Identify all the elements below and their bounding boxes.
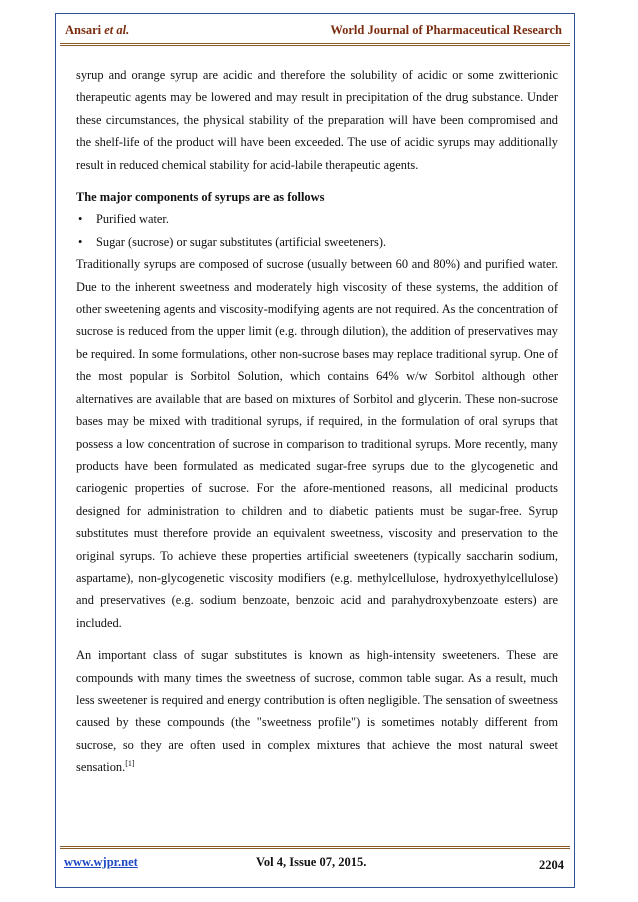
citation-ref: [1]	[125, 759, 135, 769]
page-header	[60, 18, 570, 46]
bullet-icon: •	[78, 212, 83, 227]
paragraph-acidic-syrups: syrup and orange syrup are acidic and therefore the solubility of acidic or some zwitterionic therapeutic agents may be lowered and may result in precipitation of the drug substance. Under these circumstances, the physical stability of the preparation will have been compromised and the shelf-life of the product will have been exceeded. The use of acidic syrups may additionally result in reduced chemical stability for acid-labile therapeutic agents.	[76, 68, 558, 172]
bullet-icon: •	[78, 234, 83, 249]
section-heading: The major components of syrups are as follows	[76, 190, 325, 205]
page-footer	[60, 846, 570, 880]
volume-issue: Vol 4, Issue 07, 2015.	[256, 855, 367, 869]
page-number: 2204	[539, 858, 564, 872]
article-body	[76, 64, 558, 779]
components-list	[76, 208, 558, 253]
list-item-text: Sugar (sucrose) or sugar substitutes (artificial sweeteners).	[96, 234, 387, 249]
paragraph-sweeteners	[76, 644, 558, 778]
author-credit	[65, 23, 129, 38]
paragraph-traditional-syrups: Traditionally syrups are composed of sucrose (usually between 60 and 80%) and purified water. Due to the inherent sweetness and moderately high viscosity of these systems, the addition of other sweetening agents and viscosity-modifying agents are not required. As the concentration of sucrose is reduced from the upper limit (e.g. through dilution), the addition of preservatives may be required. In some formulations, other non-sucrose bases may replace traditional syrup. One of the most popular is Sorbitol Solution, which contains 64% w/w Sorbitol although other alternatives are available that are based on mixtures of Sorbitol and glycerin. These non-sucrose bases may be mixed with traditional syrups, if required, in the formulation of oral syrups that possess a low concentration of sucrose in comparison to traditional syrups. More recently, many products have been formulated as medicated sugar-free syrups due to the glycogenetic and cariogenic properties of sucrose. For the afore-mentioned reasons, all medicinal products designed for administration to children and to diabetic patients must be sugar-free. Syrup substitutes must therefore provide an equivalent sweetness, viscosity and preservation to the original syrups. To achieve these properties artificial sweeteners (typically saccharin sodium, aspartame), non-glycogenetic viscosity modifiers (e.g. methylcellulose, hydroxyethylcellulose) and preservatives (e.g. sodium benzoate, benzoic acid and parahydroxybenzoate esters) are included.	[76, 257, 558, 630]
author-name: Ansari	[65, 23, 102, 37]
author-etal: et al.	[104, 23, 130, 37]
website-link[interactable]: www.wjpr.net	[64, 855, 138, 869]
list-item	[76, 208, 558, 230]
paragraph-sweeteners-text: An important class of sugar substitutes is known as high-intensity sweeteners. These are compounds with many times the sweetness of sucrose, common table sugar. As a result, much less sweetener is required and energy contribution is often negligible. The sensation of sweetness caused by these compounds (the "sweetness profile") is sometimes notably different from sucrose, so they are often used in complex mixtures that achieve the most natural sweet sensation.	[76, 648, 558, 775]
list-item-text: Purified water.	[96, 212, 169, 227]
list-item	[76, 231, 558, 253]
journal-title: World Journal of Pharmaceutical Research	[330, 23, 562, 37]
